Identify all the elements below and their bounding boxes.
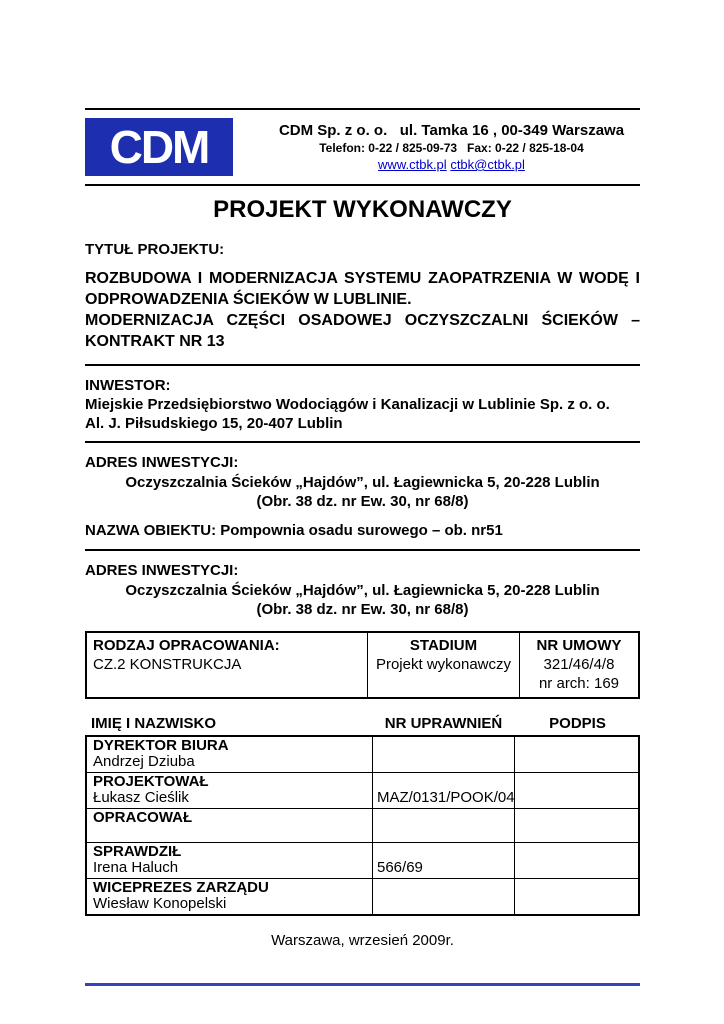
table-row — [87, 842, 638, 878]
signature-cell — [514, 737, 638, 772]
company-address-line: CDM Sp. z o. o. ul. Tamka 16 , 00-349 Warszawa — [278, 122, 625, 139]
nr-umowy-header: NR UMOWY — [536, 637, 622, 654]
inwestor-address-line: Al. J. Piłsudskiego 15, 20-407 Lublin — [85, 415, 343, 432]
table-row — [87, 808, 638, 842]
person-name: Andrzej Dziuba — [93, 753, 195, 770]
license-number-cell — [372, 879, 514, 914]
signature-cell — [514, 843, 638, 878]
page-title: PROJEKT WYKONAWCZY — [213, 196, 512, 223]
divider-above-adres1 — [85, 441, 640, 443]
role-name-cell — [87, 737, 372, 772]
signature-table — [85, 735, 640, 916]
adres1-line1: Oczyszczalnia Ścieków „Hajdów”, ul. Łagiewnicka 5, 20-228 Lublin — [125, 474, 600, 491]
footer-rule — [85, 983, 640, 986]
person-name: Irena Haluch — [93, 859, 179, 876]
website-link[interactable]: www.ctbk.pl — [378, 157, 447, 172]
letterhead — [85, 110, 640, 184]
document-content — [85, 0, 640, 949]
table-row — [87, 878, 638, 914]
contact-links — [263, 157, 640, 172]
adres2-label: ADRES INWESTYCJI: — [85, 562, 239, 579]
table-row — [87, 772, 638, 808]
license-number: 566/69 — [377, 859, 423, 876]
divider-above-inwestor — [85, 364, 640, 366]
adres2-line2: (Obr. 38 dz. nr Ew. 30, nr 68/8) — [256, 601, 469, 618]
inwestor-section — [85, 376, 640, 433]
adres-inwestycji-section-2 — [85, 561, 640, 619]
role-label: DYREKTOR BIURA — [93, 737, 229, 754]
signature-cell — [514, 879, 638, 914]
cdm-logo — [85, 118, 233, 176]
person-name: Wiesław Konopelski — [93, 895, 227, 912]
role-label: WICEPREZES ZARZĄDU — [93, 879, 269, 896]
signature-cell — [514, 773, 638, 808]
inwestor-name-line: Miejskie Przedsiębiorstwo Wodociągów i Kanalizacji w Lublinie Sp. z o. o. — [85, 396, 610, 413]
license-number-cell — [372, 843, 514, 878]
license-number: MAZ/0131/POOK/04 — [377, 789, 515, 806]
role-label: OPRACOWAŁ — [93, 809, 193, 826]
table-row — [87, 737, 638, 772]
role-label: SPRAWDZIŁ — [93, 843, 182, 860]
project-title-paragraph-2: MODERNIZACJA CZĘŚCI OSADOWEJ OCZYSZCZALNI ŚCIEKÓW – KONTRAKT NR 13 — [85, 312, 640, 350]
adres-inwestycji-section-1 — [85, 453, 640, 539]
license-number-cell — [372, 809, 514, 842]
adres2-line1: Oczyszczalnia Ścieków „Hajdów”, ul. Łagiewnicka 5, 20-228 Lublin — [125, 582, 600, 599]
divider-below-header — [85, 184, 640, 186]
project-info-table — [85, 631, 640, 699]
rodzaj-opracowania-header: RODZAJ OPRACOWANIA: — [93, 637, 280, 654]
adres2-lines — [85, 581, 640, 619]
phone-fax-line: Telefon: 0-22 / 825-09-73 Fax: 0-22 / 825-18-04 — [319, 141, 584, 155]
role-name-cell — [87, 773, 372, 808]
signature-cell — [514, 809, 638, 842]
letterhead-text — [233, 122, 640, 172]
role-name-cell — [87, 809, 372, 842]
header-podpis: PODPIS — [549, 715, 606, 732]
project-info-cell-nr-umowy — [519, 633, 638, 697]
project-title-paragraph-1: ROZBUDOWA I MODERNIZACJA SYSTEMU ZAOPATRZENIA W WODĘ I ODPROWADZENIA ŚCIEKÓW W LUBLINIE. — [85, 270, 640, 308]
role-label: PROJEKTOWAŁ — [93, 773, 209, 790]
nr-umowy-value: 321/46/4/8 — [543, 656, 615, 673]
project-info-cell-stadium — [367, 633, 519, 697]
signature-table-headers — [85, 715, 640, 732]
cdm-logo-text: CDM — [109, 121, 209, 173]
license-number-cell — [372, 773, 514, 808]
object-name-line: NAZWA OBIEKTU: Pompownia osadu surowego – ob. nr51 — [85, 522, 503, 539]
header-imie-nazwisko: IMIĘ I NAZWISKO — [91, 715, 216, 732]
adres1-line2: (Obr. 38 dz. nr Ew. 30, nr 68/8) — [256, 493, 469, 510]
role-name-cell — [87, 843, 372, 878]
person-name: Łukasz Cieślik — [93, 789, 189, 806]
divider-above-adres2 — [85, 549, 640, 551]
header-nr-uprawnien: NR UPRAWNIEŃ — [384, 715, 503, 732]
adres1-lines — [85, 473, 640, 511]
project-title-label: TYTUŁ PROJEKTU: — [85, 241, 225, 258]
license-number-cell — [372, 737, 514, 772]
footer-date: Warszawa, wrzesień 2009r. — [271, 932, 454, 949]
stadium-header: STADIUM — [409, 637, 478, 654]
inwestor-label: INWESTOR: — [85, 377, 171, 394]
nr-arch-value: nr arch: 169 — [538, 675, 620, 692]
adres1-label: ADRES INWESTYCJI: — [85, 454, 239, 471]
rodzaj-opracowania-value: CZ.2 KONSTRUKCJA — [93, 656, 242, 673]
email-link[interactable]: ctbk@ctbk.pl — [450, 157, 525, 172]
stadium-value: Projekt wykonawczy — [375, 656, 512, 673]
role-name-cell — [87, 879, 372, 914]
project-info-cell-rodzaj — [87, 633, 367, 697]
